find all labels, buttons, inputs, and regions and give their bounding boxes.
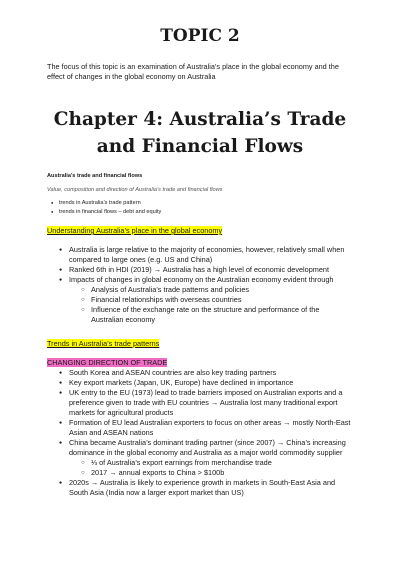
list-item: ● UK entry to the EU (1973) lead to trade barriers imposed on Australian exports and a preference given to trade with EU countries → Australia lost many traditional export markets for agricultural products bbox=[47, 388, 353, 418]
intro-paragraph: The focus of this topic is an examination of Australia’s place in the global economy and the effect of changes in the global economy on Australia bbox=[47, 62, 339, 81]
list-item: ● Ranked 6th in HDI (2019) → Australia has a high level of economic development bbox=[47, 265, 353, 275]
section1-list bbox=[47, 245, 353, 285]
subheading-trade-flows: Australia’s trade and financial flows bbox=[47, 173, 143, 179]
sub-list-item: ○ ⅓ of Australia’s export earnings from merchandise trade bbox=[47, 458, 353, 468]
section-heading-trends bbox=[47, 339, 353, 349]
subsection-heading-direction bbox=[47, 358, 353, 368]
list-item: ● Impacts of changes in global economy on the Australian economy evident through bbox=[47, 275, 353, 285]
highlighted-heading: Understanding Australia’s place in the global economy bbox=[47, 226, 223, 235]
sub-list-item: ○ 2017 → annual exports to China > $100b bbox=[47, 468, 353, 478]
highlighted-subheading: CHANGING DIRECTION OF TRADE bbox=[47, 358, 168, 367]
section2-list bbox=[47, 368, 353, 458]
highlighted-heading: Trends in Australia’s trade patterns bbox=[47, 339, 160, 348]
sub-list-item: ○ Analysis of Australia’s trade patterns and policies bbox=[47, 285, 353, 295]
list-item: ● trends in financial flows – debt and equity bbox=[47, 208, 353, 217]
topic-title: TOPIC 2 bbox=[160, 26, 240, 46]
sub-list-item: ○ Influence of the exchange rate on the structure and performance of the Australian economy bbox=[47, 305, 353, 325]
section1-sublist bbox=[47, 285, 353, 325]
list-item: ● Key export markets (Japan, UK, Europe) have declined in importance bbox=[47, 378, 353, 388]
section2-list-continued bbox=[47, 478, 353, 498]
list-item: ● South Korea and ASEAN countries are also key trading partners bbox=[47, 368, 353, 378]
list-item: ● 2020s → Australia is likely to experience growth in markets in South-East Asia and South Asia (India now a larger export market than US) bbox=[47, 478, 353, 498]
section-heading-place bbox=[47, 226, 353, 236]
topic-points-list bbox=[47, 199, 353, 216]
list-item: ● Formation of EU lead Australian exporters to focus on other areas → mostly North-East Asian and ASEAN nations bbox=[47, 418, 353, 438]
list-item: ● trends in Australia’s trade pattern bbox=[47, 199, 353, 208]
section2-sublist bbox=[47, 458, 353, 478]
list-item: ● Australia is large relative to the majority of economies, however, relatively small when compared to large ones (e.g. US and China) bbox=[47, 245, 353, 265]
chapter-title: Chapter 4: Australia’s Trade and Financial Flows bbox=[53, 109, 347, 157]
list-item: ● China became Australia’s dominant trading partner (since 2007) → China’s increasing dominance in the global economy and Australia as a major world commodity supplier bbox=[47, 438, 353, 458]
sub-list-item: ○ Financial relationships with overseas countries bbox=[47, 295, 353, 305]
subheading-value-composition: Value, composition and direction of Australia’s trade and financial flows bbox=[47, 187, 223, 193]
